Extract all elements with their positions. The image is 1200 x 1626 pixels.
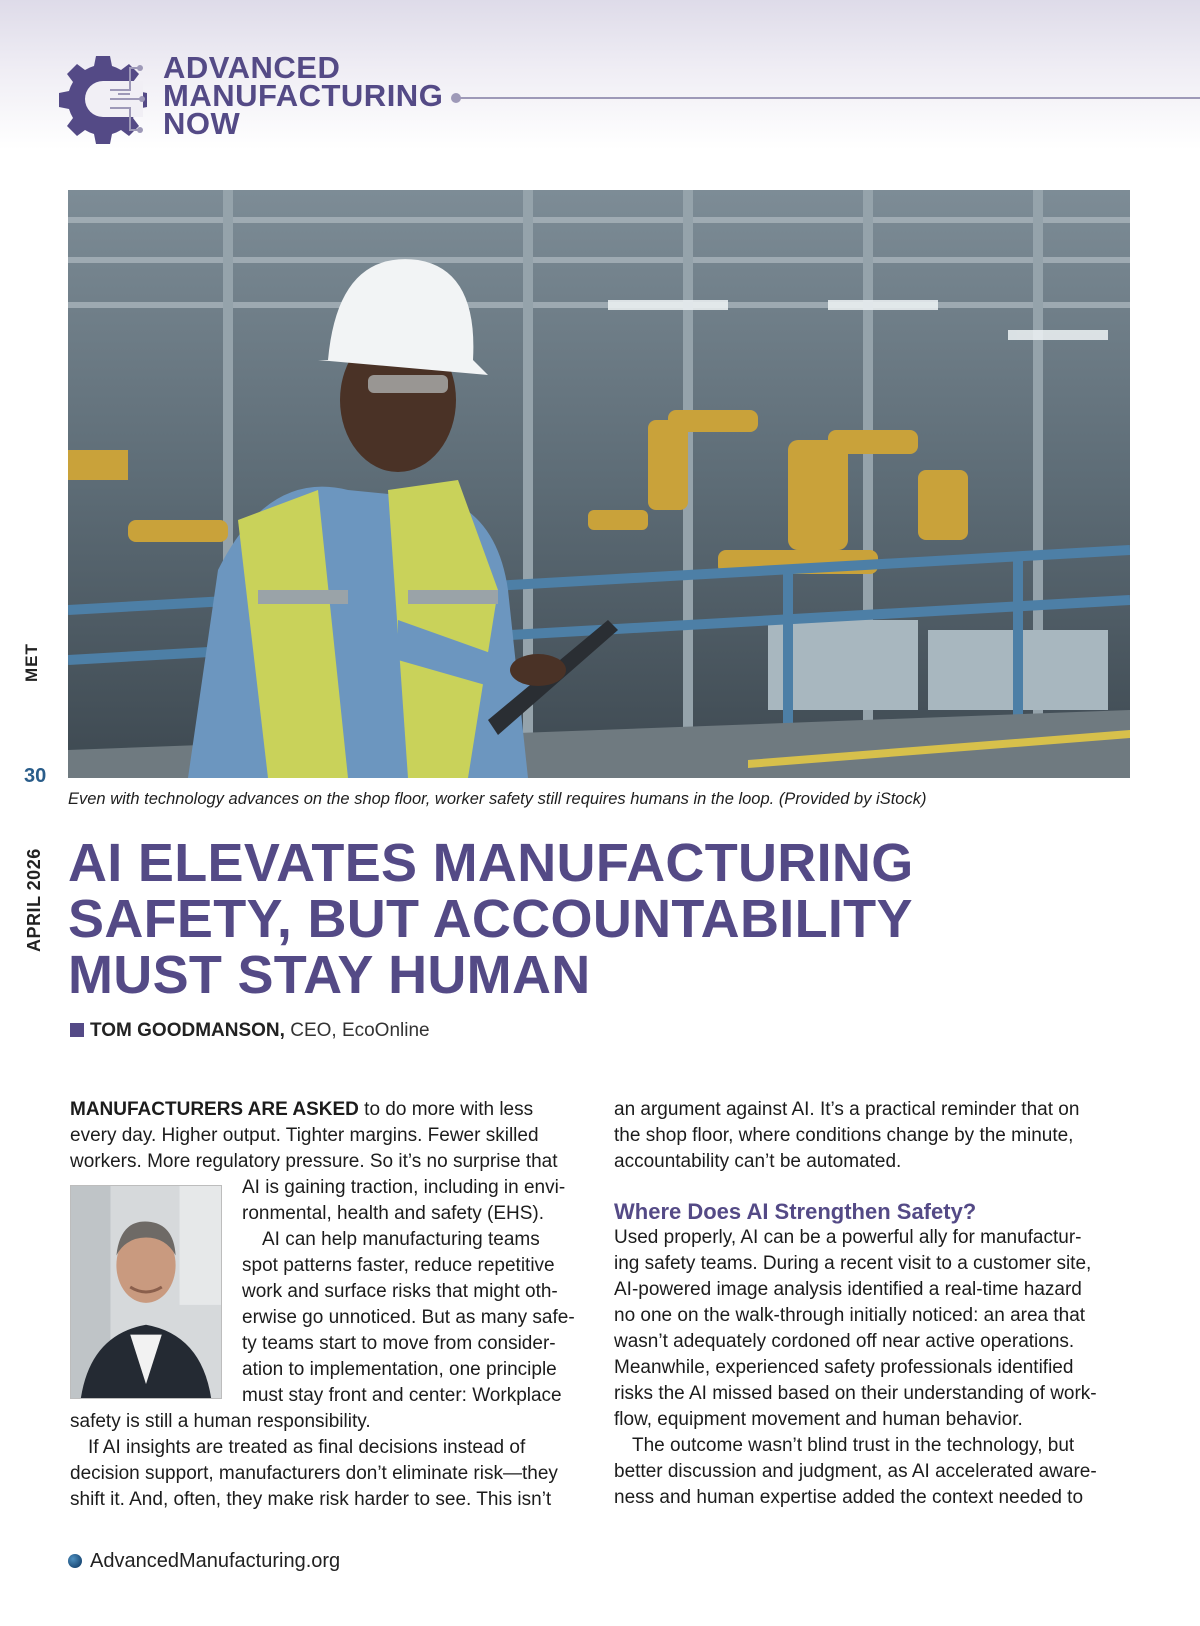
paragraph-line: If AI insights are treated as final decisions instead of xyxy=(88,1437,526,1458)
paragraph-line: spot patterns faster, reduce repetitive xyxy=(242,1255,555,1276)
right-column xyxy=(614,1097,1134,1511)
footer xyxy=(68,1550,340,1573)
byline xyxy=(70,1020,430,1042)
photo-caption: Even with technology advances on the shop floor, worker safety still requires humans in the loop. (Provided by iStock) xyxy=(68,790,927,808)
brand-line-2: MANUFACTURING xyxy=(163,78,444,113)
paragraph-line: the shop floor, where conditions change by the minute, xyxy=(614,1125,1074,1146)
paragraph-line: no one on the walk-through initially noticed: an area that xyxy=(614,1305,1086,1326)
hero-photo xyxy=(68,190,1130,778)
paragraph-line: Used properly, AI can be a powerful ally for manufactur- xyxy=(614,1227,1082,1248)
page-number: 30 xyxy=(24,765,47,787)
publication-brand-title xyxy=(163,50,444,141)
headline-line-1: AI ELEVATES MANUFACTURING xyxy=(68,833,914,893)
paragraph-line: work and surface risks that might oth- xyxy=(242,1281,558,1302)
article-headline xyxy=(68,835,1068,1003)
header-rule xyxy=(455,97,1200,99)
brand-line-1: ADVANCED xyxy=(163,50,341,85)
paragraph-line: better discussion and judgment, as AI accelerated aware- xyxy=(614,1461,1097,1482)
paragraph-line: an argument against AI. It’s a practical reminder that on xyxy=(614,1099,1080,1120)
paragraph-line: wasn’t adequately cordoned off near active operations. xyxy=(614,1331,1075,1352)
paragraph-line: decision support, manufacturers don’t eliminate risk—they xyxy=(70,1463,558,1484)
headline-line-2: SAFETY, BUT ACCOUNTABILITY xyxy=(68,889,913,949)
paragraph-line: ness and human expertise added the context needed to xyxy=(614,1487,1084,1508)
lead-in: MANUFACTURERS ARE ASKED xyxy=(70,1099,359,1120)
brand-line-3: NOW xyxy=(163,106,241,141)
paragraph-line: ation to implementation, one principle xyxy=(242,1359,557,1380)
paragraph-line: ty teams start to move from consider- xyxy=(242,1333,556,1354)
globe-icon xyxy=(68,1554,82,1568)
section-subhead: Where Does AI Strengthen Safety? xyxy=(614,1199,977,1224)
side-publication-label: MET xyxy=(22,643,41,682)
paragraph-line: flow, equipment movement and human behavior. xyxy=(614,1409,1023,1430)
lead-line-rest: to do more with less xyxy=(358,1099,534,1120)
left-column xyxy=(70,1097,590,1513)
paragraph-line: every day. Higher output. Tighter margins. Fewer skilled xyxy=(70,1125,539,1146)
paragraph-line: risks the AI missed based on their understanding of work- xyxy=(614,1383,1097,1404)
paragraph-line: safety is still a human responsibility. xyxy=(70,1411,371,1432)
footer-website-link[interactable]: AdvancedManufacturing.org xyxy=(90,1550,341,1572)
paragraph-line: AI-powered image analysis identified a real-time hazard xyxy=(614,1279,1082,1300)
gear-circuit-logo-icon xyxy=(58,50,168,150)
paragraph-line: accountability can’t be automated. xyxy=(614,1151,902,1172)
paragraph-line: shift it. And, often, they make risk harder to see. This isn’t xyxy=(70,1489,552,1510)
paragraph-line: ronmental, health and safety (EHS). xyxy=(242,1203,545,1224)
side-issue-date: APRIL 2026 xyxy=(24,848,44,952)
headline-line-3: MUST STAY HUMAN xyxy=(68,945,591,1005)
paragraph-line: The outcome wasn’t blind trust in the technology, but xyxy=(632,1435,1075,1456)
paragraph-line: AI can help manufacturing teams xyxy=(262,1229,540,1250)
paragraph-line: must stay front and center: Workplace xyxy=(242,1385,562,1406)
paragraph-line: workers. More regulatory pressure. So it’s no surprise that xyxy=(70,1151,558,1172)
author-name: TOM GOODMANSON, xyxy=(90,1020,285,1041)
paragraph-line xyxy=(70,1097,590,1123)
paragraph-line: Meanwhile, experienced safety professionals identified xyxy=(614,1357,1074,1378)
paragraph-line: erwise go unnoticed. But as many safe- xyxy=(242,1307,575,1328)
author-title: CEO, EcoOnline xyxy=(284,1020,430,1041)
paragraph-line: AI is gaining traction, including in envi- xyxy=(242,1177,566,1198)
byline-square-icon xyxy=(70,1023,84,1037)
paragraph-line: ing safety teams. During a recent visit to a customer site, xyxy=(614,1253,1092,1274)
